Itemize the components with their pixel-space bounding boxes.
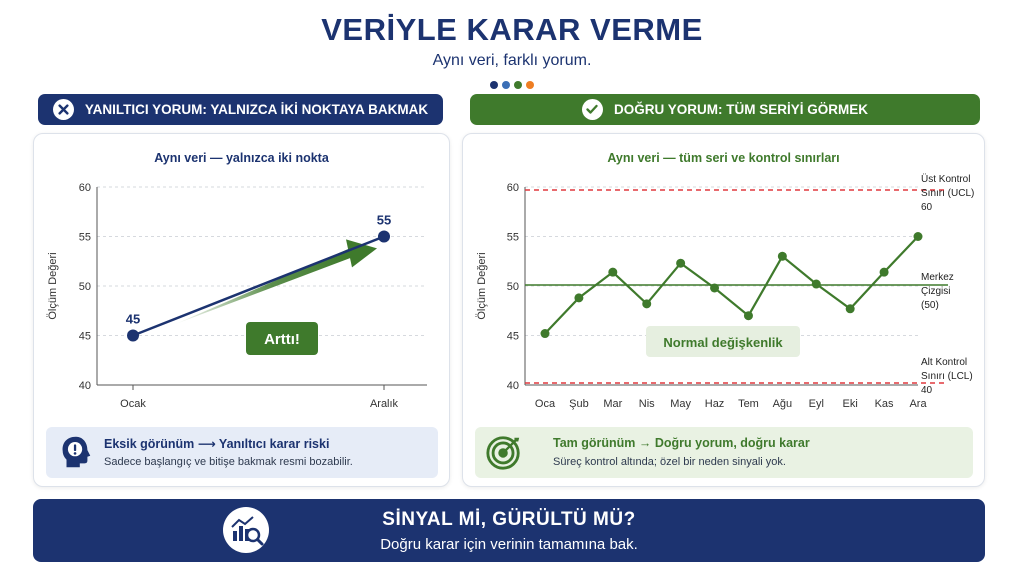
data-point — [608, 268, 617, 277]
correct-panel — [462, 133, 985, 487]
dot-4 — [526, 81, 534, 89]
misleading-callout — [46, 427, 438, 478]
page-subtitle: Aynı veri, farklı yorum. — [432, 52, 592, 69]
two-point-chart — [34, 134, 451, 424]
y-axis-label: Ölçüm Değeri — [47, 252, 59, 320]
x-tick-label: Mar — [603, 398, 623, 410]
y-tick-label: 45 — [506, 330, 519, 343]
annotation-label: Normal değişkenlik — [663, 335, 783, 350]
misleading-callout-title: Eksik görünüm ⟶ Yanıltıcı karar riski — [104, 437, 330, 451]
x-tick-label: Oca — [534, 398, 556, 410]
reference-line-label: 60 — [921, 202, 933, 213]
data-point — [378, 231, 390, 243]
annotation-label: Arttı! — [264, 331, 300, 348]
data-label: 45 — [125, 311, 141, 327]
x-tick-label: Haz — [704, 398, 725, 410]
data-point — [541, 329, 550, 338]
head-alert-icon — [57, 433, 95, 471]
data-point — [710, 283, 719, 292]
data-point — [914, 232, 923, 241]
control-chart — [463, 134, 986, 424]
decorative-dots — [0, 76, 1024, 94]
dot-3 — [514, 81, 522, 89]
trend-arrow-head — [346, 239, 377, 267]
check-circle-icon — [582, 99, 603, 120]
y-tick-label: 50 — [78, 281, 91, 293]
misleading-banner — [38, 94, 443, 125]
reference-line-label: (50) — [921, 300, 939, 311]
x-tick-label: Eyl — [808, 398, 824, 410]
data-point — [880, 268, 889, 277]
reference-line-label: Merkez — [921, 272, 954, 283]
correct-banner — [470, 94, 980, 125]
data-point — [846, 304, 855, 313]
x-circle-icon — [53, 99, 74, 120]
x-tick-label: Eki — [842, 398, 858, 410]
data-point — [676, 259, 685, 268]
footer-text: Doğru karar için verinin tamamına bak. — [380, 536, 638, 553]
x-tick-label: May — [670, 398, 692, 410]
data-point — [127, 330, 139, 342]
y-tick-label: 40 — [506, 380, 519, 392]
reference-line-label: Sınırı (LCL) — [921, 371, 973, 382]
page-title: VERİYLE KARAR VERME — [321, 12, 703, 47]
y-axis-label: Ölçüm Değeri — [476, 252, 488, 320]
y-tick-label: 45 — [78, 330, 91, 343]
misleading-callout-text: Sadece başlangıç ve bitişe bakmak resmi bozabilir. — [104, 456, 353, 468]
y-tick-label: 60 — [78, 182, 91, 194]
x-tick-label: Ağu — [772, 398, 793, 410]
y-tick-label: 60 — [506, 182, 519, 194]
data-label: 55 — [376, 212, 392, 228]
x-tick-label: Ara — [909, 398, 927, 410]
reference-line-label: Üst Kontrol — [921, 174, 971, 185]
data-point — [574, 293, 583, 302]
correct-callout-title: Tam görünüm → Doğru yorum, doğru karar — [553, 436, 810, 450]
y-tick-label: 55 — [78, 231, 91, 244]
data-point — [812, 280, 821, 289]
reference-line-label: 40 — [921, 385, 933, 396]
correct-callout-text: Süreç kontrol altında; özel bir neden sinyali yok. — [553, 456, 786, 468]
target-icon — [485, 433, 523, 471]
x-tick-label: Nis — [638, 398, 655, 410]
left-chart-title: Aynı veri — yalnızca iki nokta — [154, 151, 329, 165]
footer-banner — [33, 499, 985, 562]
dot-1 — [490, 81, 498, 89]
misleading-banner-label: YANILTICI YORUM: YALNIZCA İKİ NOKTAYA BAKMAK — [84, 102, 429, 117]
misleading-panel — [33, 133, 450, 487]
correct-callout — [475, 427, 973, 478]
y-tick-label: 40 — [78, 380, 91, 392]
dot-2 — [502, 81, 510, 89]
reference-line-label: Sınırı (UCL) — [921, 188, 975, 199]
x-tick-label: Ocak — [120, 398, 146, 410]
data-point — [642, 299, 651, 308]
correct-banner-label: DOĞRU YORUM: TÜM SERİYİ GÖRMEK — [613, 102, 868, 117]
x-tick-label: Aralık — [369, 398, 399, 410]
y-tick-label: 55 — [506, 231, 519, 244]
x-tick-label: Tem — [738, 398, 759, 410]
reference-line-label: Alt Kontrol — [921, 357, 968, 368]
footer-title: SİNYAL Mİ, GÜRÜLTÜ MÜ? — [382, 509, 636, 530]
data-point — [778, 252, 787, 261]
right-chart-title: Aynı veri — tüm seri ve kontrol sınırları — [607, 151, 840, 165]
x-tick-label: Kas — [874, 398, 894, 410]
data-point — [744, 311, 753, 320]
x-tick-label: Şub — [569, 398, 589, 410]
reference-line-label: Çizgisi — [921, 286, 951, 297]
y-tick-label: 50 — [506, 281, 519, 293]
